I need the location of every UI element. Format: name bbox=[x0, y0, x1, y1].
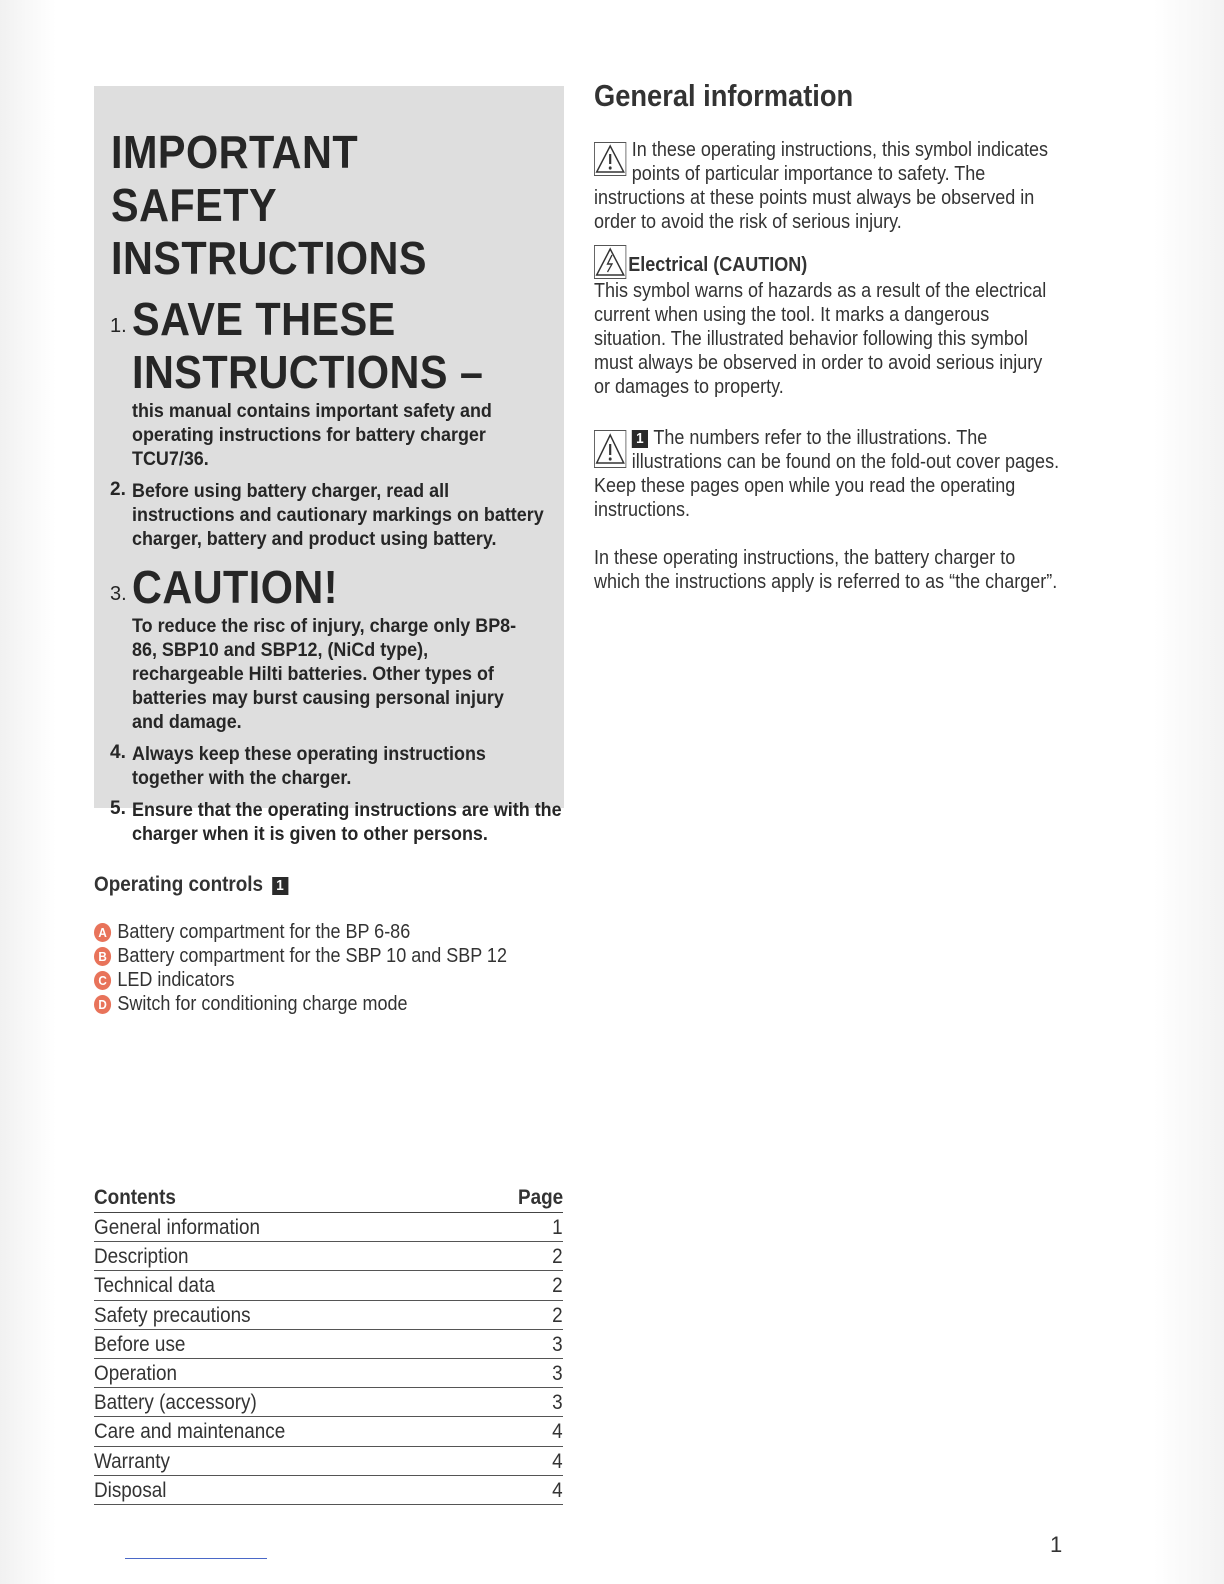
scan-mark-line bbox=[125, 1558, 267, 1559]
safety-symbol-paragraph bbox=[594, 138, 1062, 234]
safety-item-heading: CAUTION! bbox=[132, 561, 338, 613]
table-row[interactable] bbox=[94, 1330, 563, 1359]
safety-item-2 bbox=[110, 479, 548, 551]
row-page: 4 bbox=[552, 1449, 563, 1473]
charger-paragraph: In these operating instructions, the battery charger to which the instructions apply is referred to as “the charger”. bbox=[594, 547, 1058, 593]
safety-item-text: Ensure that the operating instructions are with the charger when it is given to other persons. bbox=[132, 799, 562, 845]
row-label: Technical data bbox=[94, 1274, 215, 1298]
row-label: Operation bbox=[94, 1361, 178, 1385]
row-page: 4 bbox=[552, 1420, 563, 1444]
control-label: Battery compartment for the BP 6-86 bbox=[117, 921, 411, 943]
table-row[interactable] bbox=[94, 1447, 563, 1476]
safety-item-number: 2. bbox=[110, 479, 126, 500]
row-page: 4 bbox=[552, 1478, 563, 1502]
warning-triangle-icon bbox=[594, 142, 626, 176]
contents-table bbox=[94, 1184, 563, 1505]
scan-edge-left bbox=[0, 0, 56, 1584]
contents-header-label: Contents bbox=[94, 1186, 176, 1209]
electrical-text: This symbol warns of hazards as a result of the electrical current when using the tool. It marks a dangerous situation. The illustrated behavior following this symbol must always be observed in order to avoid serious injury or damages to property. bbox=[594, 280, 1047, 398]
numbers-paragraph bbox=[594, 426, 1062, 522]
row-label: General information bbox=[94, 1216, 260, 1239]
numbers-text: The numbers refer to the illustrations. The illustrations can be found on the fold-out cover pages. Keep these pages open while you read the operating instructions. bbox=[594, 427, 1060, 521]
safety-item-number: 5. bbox=[110, 798, 126, 819]
letter-badge-icon: D bbox=[94, 995, 111, 1014]
safety-item-text: To reduce the risc of injury, charge only BP8-86, SBP10 and SBP12, (NiCd type), rechargeable Hilti batteries. Other types of batteries may burst causing personal injury and damage. bbox=[132, 615, 517, 733]
table-row[interactable] bbox=[94, 1417, 563, 1446]
list-item bbox=[94, 944, 598, 968]
list-item bbox=[94, 968, 598, 992]
row-label: Disposal bbox=[94, 1478, 167, 1502]
table-row[interactable] bbox=[94, 1476, 563, 1505]
scan-edge-right bbox=[1154, 0, 1224, 1584]
safety-item-3 bbox=[110, 561, 548, 734]
operating-controls-title bbox=[94, 873, 294, 897]
safety-item-number: 1. bbox=[110, 315, 127, 337]
table-row[interactable] bbox=[94, 1301, 563, 1330]
contents-header-page: Page bbox=[517, 1186, 563, 1209]
electrical-paragraph bbox=[594, 245, 1062, 399]
row-page: 1 bbox=[552, 1216, 563, 1239]
safety-item-number: 4. bbox=[110, 742, 126, 763]
figure-number-badge: 1 bbox=[272, 877, 288, 895]
list-item bbox=[94, 992, 598, 1016]
letter-badge-icon: A bbox=[94, 923, 111, 942]
safety-instructions-box bbox=[94, 86, 564, 845]
warning-triangle-icon bbox=[594, 430, 626, 468]
letter-badge-icon: C bbox=[94, 971, 111, 990]
control-label: Battery compartment for the SBP 10 and SBP 12 bbox=[117, 945, 507, 967]
row-label: Description bbox=[94, 1245, 189, 1269]
safety-item-heading: SAVE THESE INSTRUCTIONS – bbox=[132, 293, 484, 398]
row-page: 2 bbox=[552, 1245, 563, 1269]
letter-badge-icon: B bbox=[94, 947, 111, 966]
row-page: 3 bbox=[552, 1391, 563, 1415]
control-label: Switch for conditioning charge mode bbox=[117, 993, 408, 1015]
row-page: 2 bbox=[552, 1274, 563, 1298]
row-page: 3 bbox=[552, 1361, 563, 1385]
row-label: Battery (accessory) bbox=[94, 1391, 257, 1415]
safety-item-5 bbox=[110, 798, 562, 846]
table-row[interactable] bbox=[94, 1213, 563, 1242]
table-row[interactable] bbox=[94, 1359, 563, 1388]
safety-item-number: 3. bbox=[110, 583, 127, 605]
table-row[interactable] bbox=[94, 1242, 563, 1271]
safety-item-text: Before using battery charger, read all instructions and cautionary markings on battery charger, battery and product using battery. bbox=[132, 480, 544, 550]
figure-number-badge: 1 bbox=[632, 430, 648, 448]
page-number: 1 bbox=[1050, 1532, 1063, 1557]
table-row[interactable] bbox=[94, 1271, 563, 1300]
row-label: Safety precautions bbox=[94, 1303, 251, 1327]
electrical-heading: Electrical (CAUTION) bbox=[628, 254, 808, 276]
electrical-warning-icon bbox=[594, 245, 626, 279]
general-information-title: General information bbox=[594, 78, 854, 113]
operating-controls-label: Operating controls bbox=[94, 873, 264, 896]
safety-title: IMPORTANT SAFETY INSTRUCTIONS bbox=[111, 126, 427, 284]
safety-symbol-text: In these operating instructions, this symbol indicates points of particular importance to safety. The instructions at these points must always be observed in order to avoid the risk of serious injury. bbox=[594, 139, 1049, 233]
table-row[interactable] bbox=[94, 1388, 563, 1417]
row-label: Care and maintenance bbox=[94, 1420, 286, 1444]
control-label: LED indicators bbox=[117, 969, 235, 991]
row-label: Warranty bbox=[94, 1449, 170, 1473]
operating-controls-list bbox=[94, 920, 598, 1016]
safety-item-text: Always keep these operating instructions together with the charger. bbox=[132, 743, 486, 789]
safety-item-1 bbox=[110, 293, 548, 471]
row-page: 2 bbox=[552, 1303, 563, 1327]
safety-item-4 bbox=[110, 742, 548, 790]
list-item bbox=[94, 920, 598, 944]
safety-item-text: this manual contains important safety and operating instructions for battery charger TCU7/36. bbox=[132, 400, 492, 470]
row-page: 3 bbox=[552, 1332, 563, 1356]
contents-header bbox=[94, 1184, 563, 1213]
row-label: Before use bbox=[94, 1332, 186, 1356]
